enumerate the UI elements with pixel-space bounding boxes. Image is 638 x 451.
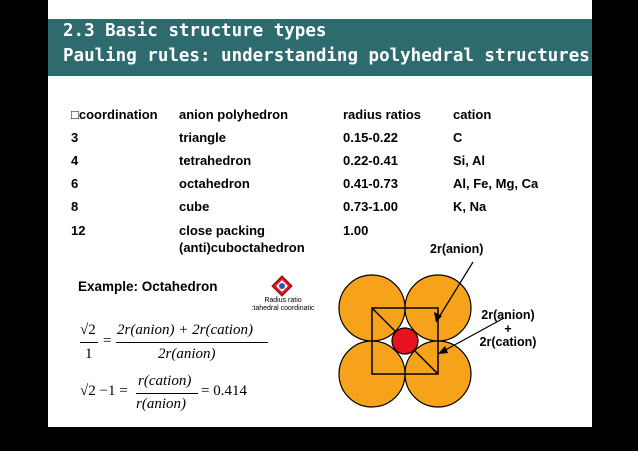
table-cell: octahedron (179, 176, 250, 191)
table-cell: triangle (179, 130, 226, 145)
eq2-lhs: √2 −1 = (80, 383, 128, 399)
slide (48, 0, 592, 427)
radius-ratio-icon[interactable] (271, 275, 293, 297)
header-coordination: □coordination (71, 107, 158, 122)
eq1-lhs-fraction-bar (80, 342, 98, 343)
title-banner (48, 19, 592, 76)
eq1-rhs-denominator: 2r(anion) (158, 346, 216, 362)
table-cell: 6 (71, 176, 79, 191)
table-cell: 0.22-0.41 (343, 153, 398, 168)
table-cell: cube (179, 199, 210, 214)
eq1-equals: = (103, 333, 112, 349)
table-cell: C (453, 130, 463, 145)
label-sum-plus: + (504, 322, 512, 336)
example-label: Example: Octahedron (78, 279, 218, 294)
table-cell: 0.41-0.73 (343, 176, 398, 191)
table-cell: close packing (179, 223, 265, 238)
slide-subtitle: Pauling rules: understanding polyhedral structures (63, 46, 590, 66)
label-sum-line3: 2r(cation) (479, 335, 537, 349)
slide-title: 2.3 Basic structure types (63, 21, 327, 41)
table-cell: K, Na (453, 199, 487, 214)
header-anion-polyhedron: anion polyhedron (179, 107, 289, 122)
eq1-rhs-fraction-bar (116, 342, 268, 343)
table-cell: 3 (71, 130, 79, 145)
table-cell: (anti)cuboctahedron (179, 240, 305, 255)
icon-caption-2: :tahedral coordinatic (251, 305, 315, 312)
eq2-numerator: r(cation) (138, 373, 192, 389)
header-cation: cation (453, 107, 492, 122)
icon-caption-1: Radius ratio (264, 297, 302, 304)
eq2-fraction-bar (136, 393, 198, 394)
eq1-lhs-numerator: √2 (80, 322, 96, 338)
table-cell: Si, Al (453, 153, 486, 168)
table-cell: 12 (71, 223, 86, 238)
table-cell: tetrahedron (179, 153, 252, 168)
table-cell: 0.15-0.22 (343, 130, 398, 145)
table-cell: 1.00 (343, 223, 369, 238)
table-cell: 4 (71, 153, 79, 168)
label-2r-anion: 2r(anion) (430, 242, 484, 256)
eq2-denominator: r(anion) (136, 396, 186, 412)
table-cell: 0.73-1.00 (343, 199, 398, 214)
octahedron-diagram (328, 260, 592, 427)
eq1-rhs-numerator: 2r(anion) + 2r(cation) (117, 322, 253, 338)
table-cell: 8 (71, 199, 79, 214)
table-cell: Al, Fe, Mg, Ca (453, 176, 539, 191)
cation-sphere (392, 328, 418, 354)
label-sum-line1: 2r(anion) (481, 308, 535, 322)
eq1-lhs-denominator: 1 (85, 346, 93, 362)
header-radius-ratios: radius ratios (343, 107, 422, 122)
eq2-result: = 0.414 (201, 383, 247, 399)
